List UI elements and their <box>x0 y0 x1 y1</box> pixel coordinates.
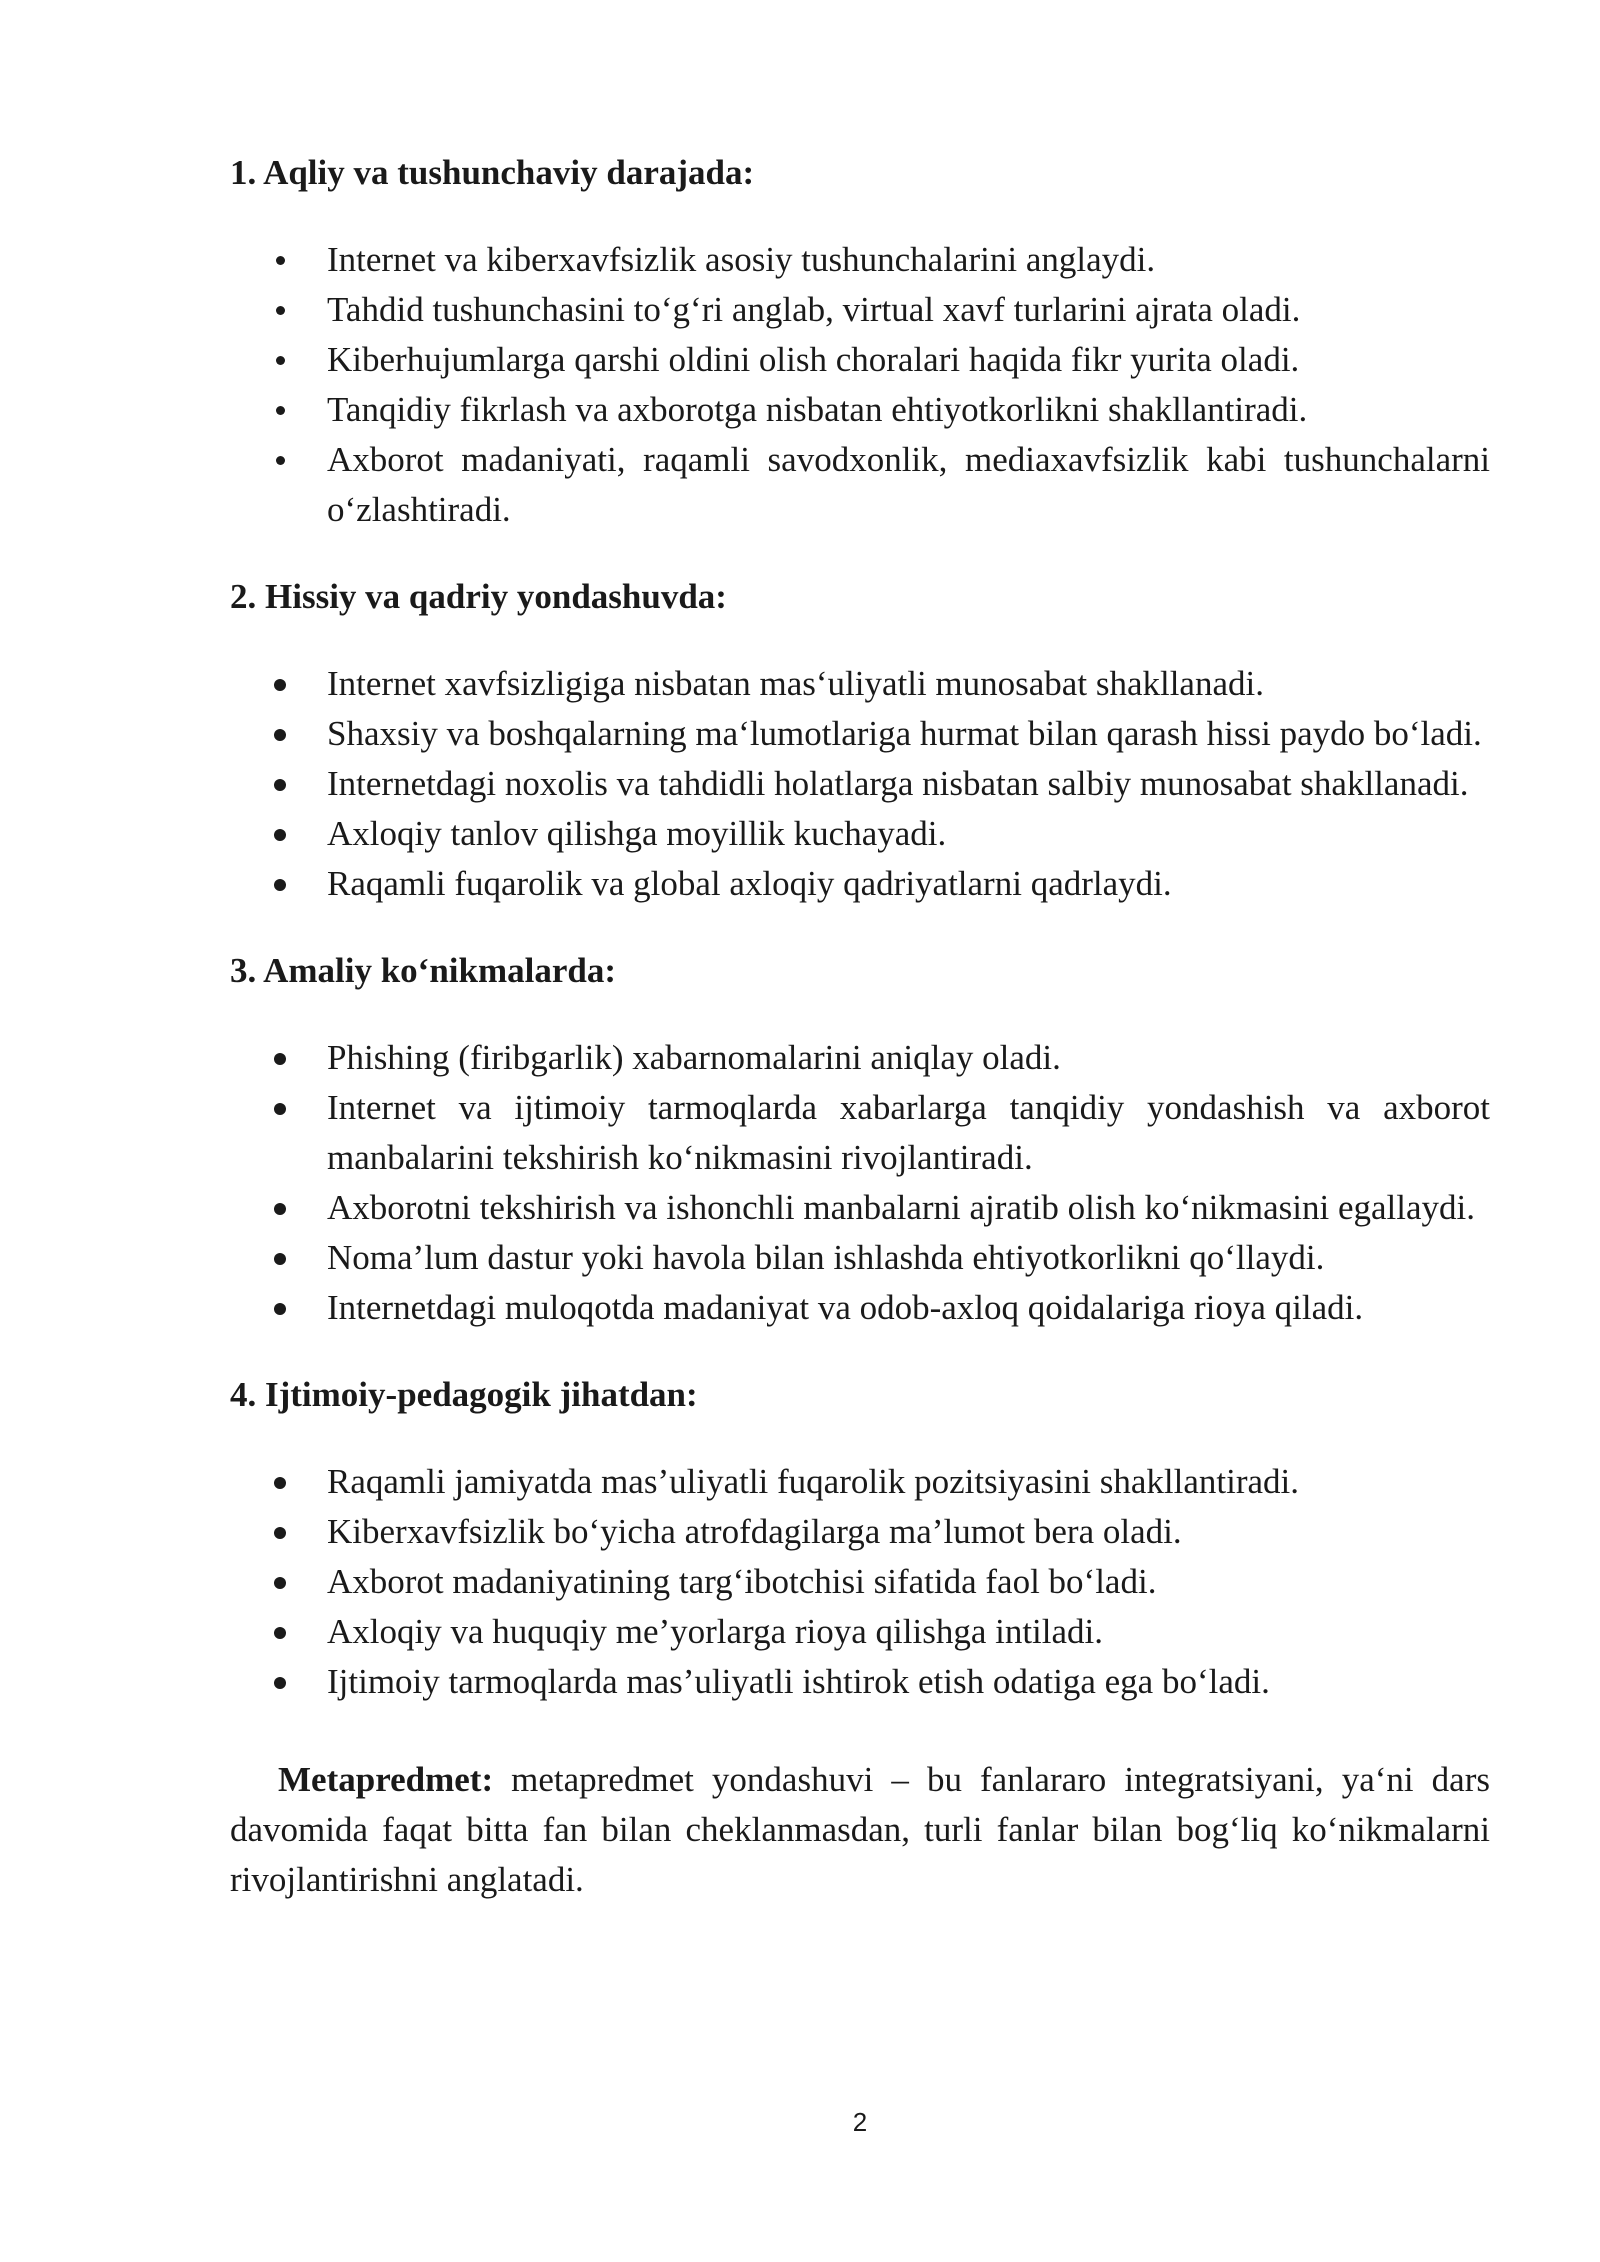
list-item-text: Internet va ijtimoiy tarmoqlarda xabarlarga tanqidiy yondashish va axborot manbalarini tekshirish ko‘nikmasini rivojlantiradi. <box>327 1088 1490 1177</box>
bullet-icon <box>274 1203 286 1215</box>
list-item-text: Axborot madaniyatining targ‘ibotchisi sifatida faol bo‘ladi. <box>327 1562 1157 1601</box>
list-item-text: Internet va kiberxavfsizlik asosiy tushunchalarini anglaydi. <box>327 240 1156 279</box>
list-item-text: Axloqiy va huquqiy me’yorlarga rioya qilishga intiladi. <box>327 1612 1104 1651</box>
list-item <box>230 385 1490 435</box>
list-item <box>230 285 1490 335</box>
section-heading: 2. Hissiy va qadriy yondashuvda: <box>230 577 727 616</box>
list-item <box>230 1507 1490 1557</box>
list-item-text: Kiberhujumlarga qarshi oldini olish choralari haqida fikr yurita oladi. <box>327 340 1300 379</box>
bullet-icon <box>274 1053 286 1065</box>
list-item-text: Internetdagi noxolis va tahdidli holatlarga nisbatan salbiy munosabat shakllanadi. <box>327 764 1469 803</box>
bullet-icon <box>274 1527 286 1539</box>
list-item <box>230 859 1490 909</box>
bullet-icon <box>276 306 285 315</box>
bullet-icon <box>274 1477 286 1489</box>
bullet-icon <box>274 1577 286 1589</box>
page-number: 2 <box>852 2107 868 2137</box>
list-item <box>230 709 1490 759</box>
list-item <box>230 659 1490 709</box>
list-item <box>230 1183 1490 1233</box>
section-1 <box>230 148 1490 535</box>
list-item <box>230 335 1490 385</box>
list-item-text: Internetdagi muloqotda madaniyat va odob-axloq qoidalariga rioya qiladi. <box>327 1288 1364 1327</box>
bullet-icon <box>274 1627 286 1639</box>
list-item-text: Tahdid tushunchasini to‘g‘ri anglab, virtual xavf turlarini ajrata oladi. <box>327 290 1301 329</box>
bullet-icon <box>276 356 285 365</box>
section-2 <box>230 572 1490 909</box>
section-heading: 3. Amaliy ko‘nikmalarda: <box>230 951 617 990</box>
bullet-icon <box>274 1677 286 1689</box>
list-item-text: Axloqiy tanlov qilishga moyillik kuchayadi. <box>327 814 947 853</box>
list-item <box>230 809 1490 859</box>
list-item-text: Shaxsiy va boshqalarning ma‘lumotlariga hurmat bilan qarash hissi paydo bo‘ladi. <box>327 714 1482 753</box>
bullet-icon <box>274 1253 286 1265</box>
list-item-text: Kiberxavfsizlik bo‘yicha atrofdagilarga ma’lumot bera oladi. <box>327 1512 1182 1551</box>
bullet-list <box>230 235 1490 535</box>
paragraph-lead: Metapredmet: <box>278 1760 494 1799</box>
list-item <box>230 1083 1490 1183</box>
list-item <box>230 1033 1490 1083</box>
list-item-text: Axborotni tekshirish va ishonchli manbalarni ajratib olish ko‘nikmasini egallaydi. <box>327 1188 1475 1227</box>
list-item-text: Internet xavfsizligiga nisbatan mas‘uliyatli munosabat shakllanadi. <box>327 664 1264 703</box>
bullet-icon <box>274 879 286 891</box>
list-item-text: Phishing (firibgarlik) xabarnomalarini aniqlay oladi. <box>327 1038 1061 1077</box>
section-heading: 1. Aqliy va tushunchaviy darajada: <box>230 153 755 192</box>
bullet-icon <box>274 729 286 741</box>
bullet-icon <box>274 829 286 841</box>
bullet-list <box>230 1457 1490 1707</box>
metapredmet-paragraph <box>230 1755 1490 1905</box>
section-3 <box>230 946 1490 1333</box>
list-item-text: Axborot madaniyati, raqamli savodxonlik, mediaxavfsizlik kabi tushunchalarni o‘zlashtiradi. <box>327 440 1490 529</box>
list-item <box>230 1457 1490 1507</box>
bullet-icon <box>274 1303 286 1315</box>
list-item-text: Tanqidiy fikrlash va axborotga nisbatan ehtiyotkorlikni shakllantiradi. <box>327 390 1308 429</box>
bullet-icon <box>276 406 285 415</box>
list-item <box>230 1607 1490 1657</box>
section-4 <box>230 1370 1490 1707</box>
list-item-text: Ijtimoiy tarmoqlarda mas’uliyatli ishtirok etish odatiga ega bo‘ladi. <box>327 1662 1270 1701</box>
bullet-list <box>230 1033 1490 1333</box>
bullet-icon <box>276 456 285 465</box>
section-heading: 4. Ijtimoiy-pedagogik jihatdan: <box>230 1375 698 1414</box>
document-page <box>230 148 1490 1905</box>
list-item-text: Noma’lum dastur yoki havola bilan ishlashda ehtiyotkorlikni qo‘llaydi. <box>327 1238 1325 1277</box>
list-item <box>230 1233 1490 1283</box>
list-item <box>230 759 1490 809</box>
list-item <box>230 235 1490 285</box>
bullet-icon <box>274 779 286 791</box>
list-item-text: Raqamli fuqarolik va global axloqiy qadriyatlarni qadrlaydi. <box>327 864 1172 903</box>
bullet-list <box>230 659 1490 909</box>
bullet-icon <box>276 256 285 265</box>
list-item-text: Raqamli jamiyatda mas’uliyatli fuqarolik pozitsiyasini shakllantiradi. <box>327 1462 1300 1501</box>
bullet-icon <box>274 679 286 691</box>
list-item <box>230 435 1490 535</box>
list-item <box>230 1657 1490 1707</box>
paragraph-text: metapredmet yondashuvi – bu fanlararo integratsiyani, ya‘ni dars davomida faqat bitta fan bilan cheklanmasdan, turli fanlar bilan bog‘liq ko‘nikmalarni rivojlantirishni anglatadi. <box>230 1760 1490 1899</box>
list-item <box>230 1557 1490 1607</box>
bullet-icon <box>274 1103 286 1115</box>
list-item <box>230 1283 1490 1333</box>
